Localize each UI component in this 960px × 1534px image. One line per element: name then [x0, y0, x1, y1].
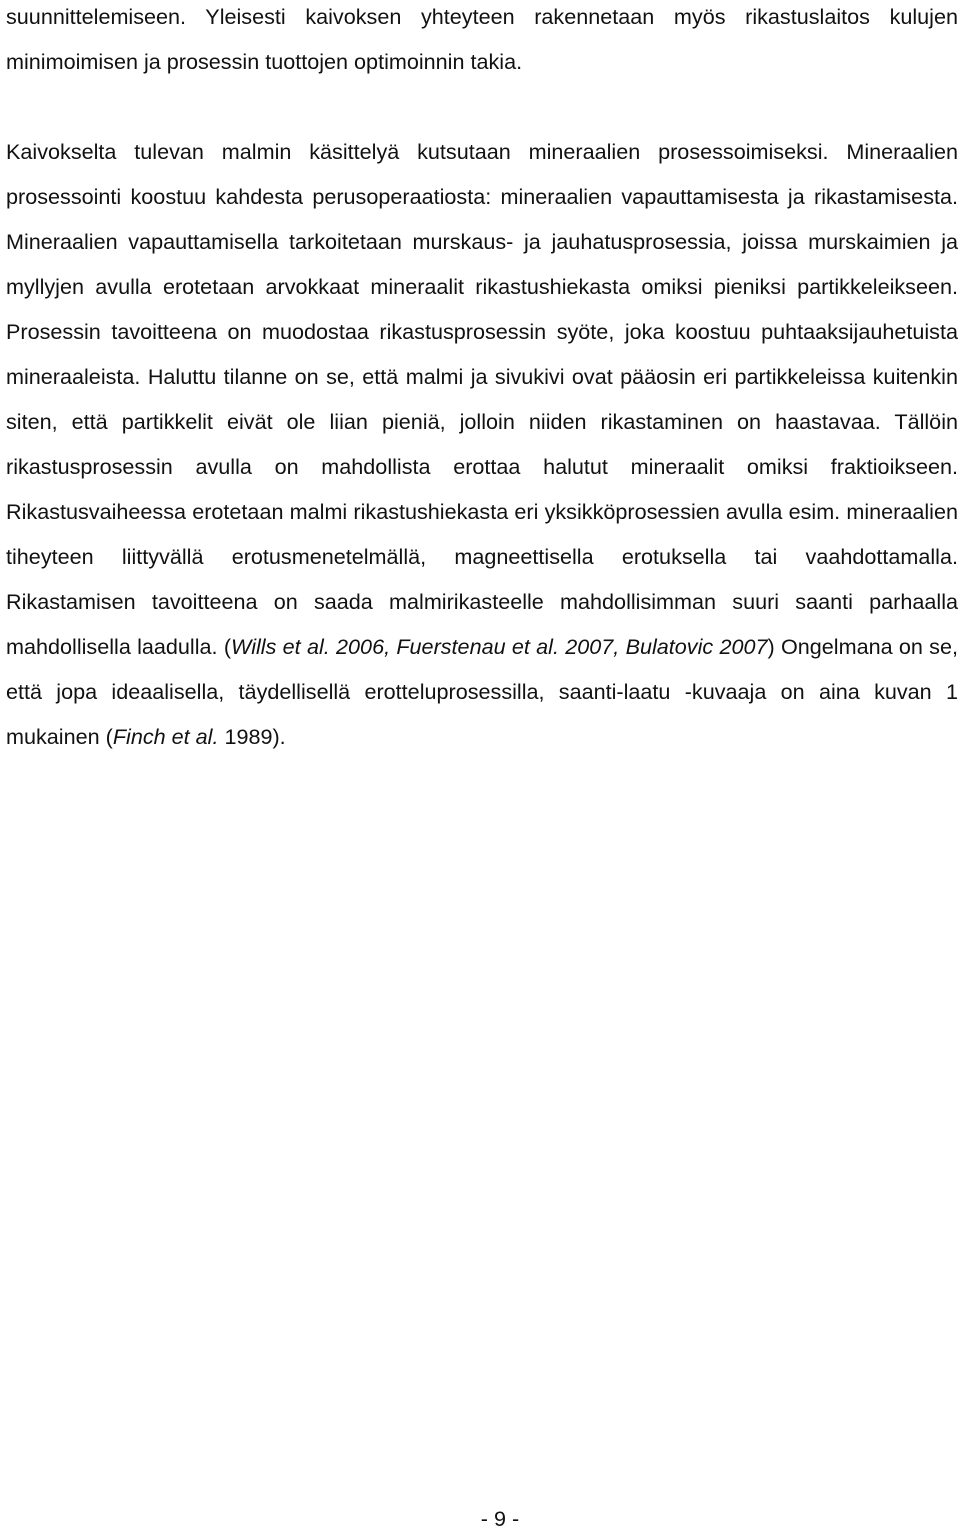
citation-finch: Finch et al.: [112, 724, 219, 749]
paragraph-intro-end: suunnittelemiseen. Yleisesti kaivoksen yhteyteen rakennetaan myös rikastuslaitos kulujen minimoimisen ja prosessin tuottojen optimoinnin takia.: [6, 4, 958, 74]
paragraph-mineral-processing: [6, 129, 958, 759]
page-number-text: - 9 -: [480, 1506, 520, 1531]
citation-fuerstenau: Fuerstenau et al.: [396, 634, 559, 659]
citation-wills: Wills et al.: [231, 634, 330, 659]
paragraph-text-segment: ) Ongelmana on se, että jopa ideaalisella, täydellisellä erotteluprosessilla, saanti-laatu -kuvaaja on aina kuvan 1 mukainen (: [6, 634, 958, 749]
paragraph-spacer: [6, 84, 958, 129]
citation-bulatovic: Bulatovic 2007: [625, 634, 768, 659]
page-number: [0, 1504, 960, 1534]
document-body: [6, 0, 958, 759]
citation-year-segment: 2006,: [329, 634, 397, 659]
citation-year-segment: 1989).: [218, 724, 286, 749]
citation-year-segment: 2007,: [558, 634, 626, 659]
paragraph-text-segment: Kaivokselta tulevan malmin käsittelyä kutsutaan mineraalien prosessoimiseksi. Mineraalien prosessointi koostuu kahdesta perusoperaatiosta: mineraalien vapauttamisesta ja rikastamisesta. Mineraalien vapauttamisella tarkoitetaan murskaus- ja jauhatusprosessia, joissa murskaimien ja myllyjen avulla erotetaan arvokkaat mineraalit rikastushiekasta omiksi pieniksi partikkeleikseen. Prosessin tavoitteena on muodostaa rikastusprosessin syöte, joka koostuu puhtaaksijauhetuista mineraaleista. Haluttu tilanne on se, että malmi ja sivukivi ovat pääosin eri partikkeleissa kuitenkin siten, että partikkelit eivät ole liian pieniä, jolloin niiden rikastaminen on haastavaa. Tällöin rikastusprosessin avulla on mahdollista erottaa halutut mineraalit omiksi fraktioikseen. Rikastusvaiheessa erotetaan malmi rikastushiekasta eri yksikköprosessien avulla esim. mineraalien tiheyteen liittyvällä erotusmenetelmällä, magneettisella erotuksella tai vaahdottamalla. Rikastamisen tavoitteena on saada malmirikasteelle mahdollisimman suuri saanti parhaalla mahdollisella laadulla. (: [6, 139, 958, 659]
